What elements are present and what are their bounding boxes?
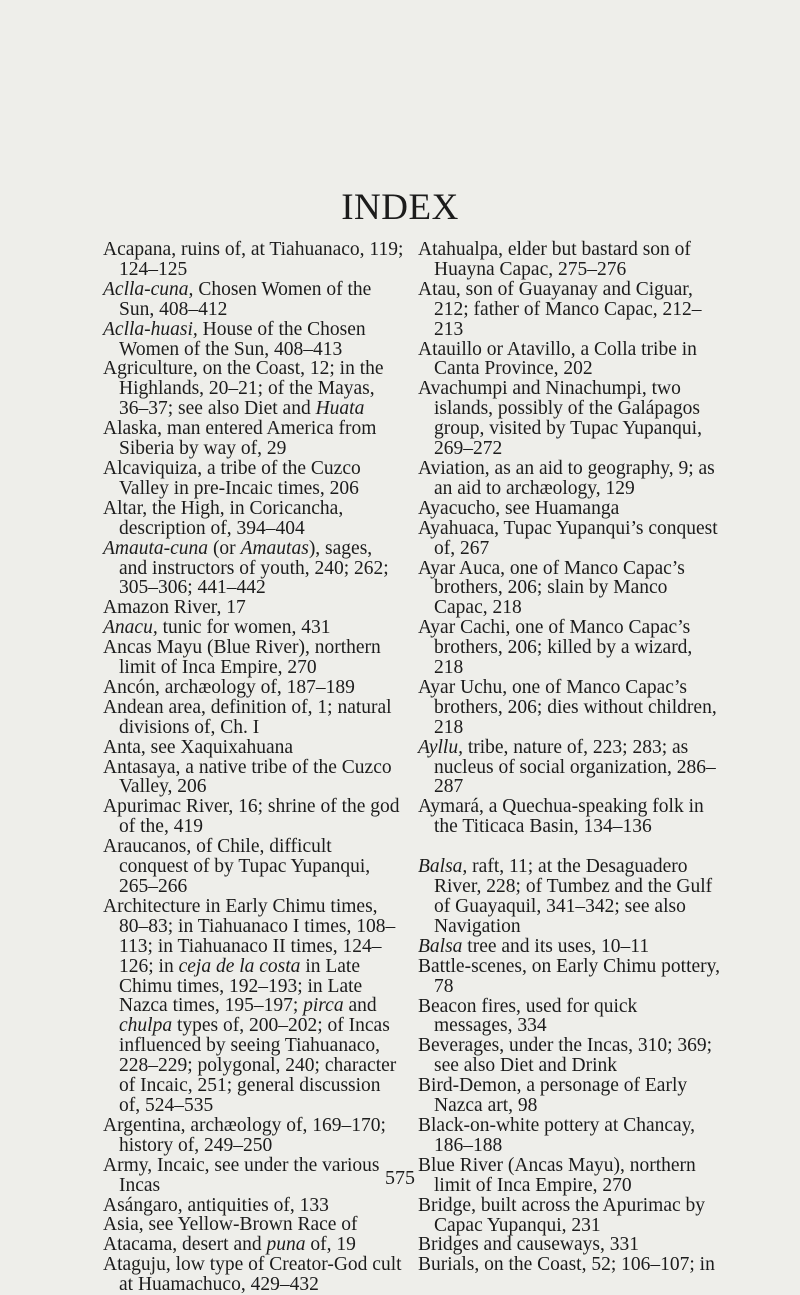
index-entry: Aclla-cuna, Chosen Women of the Sun, 408–412 xyxy=(103,278,372,320)
index-entry: Avachumpi and Ninachumpi, two islands, possibly of the Galápagos group, visited by Tupac Yupanqui, 269–272 xyxy=(418,378,702,460)
page-title: INDEX xyxy=(341,187,459,228)
index-entry: Alaska, man entered America from Siberia by way of, 29 xyxy=(103,418,377,460)
index-entry: Bridges and causeways, 331 xyxy=(418,1234,639,1256)
index-entry: Araucanos, of Chile, difficult conquest of by Tupac Yupanqui, 265–266 xyxy=(103,836,371,897)
index-entry: Aviation, as an aid to geography, 9; as an aid to archæology, 129 xyxy=(418,457,715,499)
index-entry: Army, Incaic, see under the various Incas xyxy=(103,1154,380,1196)
index-entry: Aymará, a Quechua-speaking folk in the Titicaca Basin, 134–136 xyxy=(418,796,704,838)
index-entry: Balsa tree and its uses, 10–11 xyxy=(418,935,650,957)
index-entry: Asia, see Yellow-Brown Race of xyxy=(103,1214,358,1236)
index-entry: Anacu, tunic for women, 431 xyxy=(103,617,331,639)
index-entry: Amauta-cuna (or Amautas), sages, and instructors of youth, 240; 262; 305–306; 441–442 xyxy=(103,537,389,599)
index-entry: Agriculture, on the Coast, 12; in the Highlands, 20–21; of the Mayas, 36–37; see also Diet and Huata xyxy=(103,358,384,420)
index-entry: Apurimac River, 16; shrine of the god of the, 419 xyxy=(103,796,400,838)
index-entry: Alcaviquiza, a tribe of the Cuzco Valley in pre-Incaic times, 206 xyxy=(103,457,361,499)
index-entry: Battle-scenes, on Early Chimu pottery, 78 xyxy=(418,955,720,997)
index-entry: Ayahuaca, Tupac Yupanqui’s conquest of, 267 xyxy=(418,517,718,559)
index-entry: Beverages, under the Incas, 310; 369; see also Diet and Drink xyxy=(418,1035,713,1077)
index-entry: Aclla-huasi, House of the Chosen Women of the Sun, 408–413 xyxy=(103,318,366,360)
index-entry: Burials, on the Coast, 52; 106–107; in xyxy=(418,1254,715,1276)
index-entry: Bird-Demon, a personage of Early Nazca art, 98 xyxy=(418,1075,688,1117)
index-entry: Ancas Mayu (Blue River), northern limit of Inca Empire, 270 xyxy=(103,637,381,679)
index-entry: Antasaya, a native tribe of the Cuzco Valley, 206 xyxy=(103,756,392,798)
index-entry: Ancón, archæology of, 187–189 xyxy=(103,676,355,698)
index-entry: Atacama, desert and puna of, 19 xyxy=(103,1234,356,1256)
index-entry: Ayacucho, see Huamanga xyxy=(418,497,620,519)
index-entry: Architecture in Early Chimu times, 80–83; in Tiahuanaco I times, 108–113; in Tiahuanaco II times, 124–126; in ceja de la costa in Late Chimu times, 192–193; in Late Nazca times, 195–197; pirca and chulpa types of, 200–202; of Incas influenced by seeing Tiahuanaco, 228–229; polygonal, 240; character of Incaic, 251; general discussion of, 524–535 xyxy=(103,895,397,1116)
index-entry: Argentina, archæology of, 169–170; history of, 249–250 xyxy=(103,1114,386,1156)
index-entry: Anta, see Xaquixahuana xyxy=(103,736,294,758)
index-entry: Bridge, built across the Apurimac by Capac Yupanqui, 231 xyxy=(418,1194,706,1236)
index-entry: Asángaro, antiquities of, 133 xyxy=(103,1194,329,1216)
index-entry: Ayllu, tribe, nature of, 223; 283; as nucleus of social organization, 286–287 xyxy=(418,736,716,798)
index-entry: Ayar Cachi, one of Manco Capac’s brothers, 206; killed by a wizard, 218 xyxy=(418,617,693,679)
index-entry: Atauillo or Atavillo, a Colla tribe in Canta Province, 202 xyxy=(418,338,697,380)
index-entry: Beacon fires, used for quick messages, 334 xyxy=(418,995,638,1037)
index-entry: Atahualpa, elder but bastard son of Huayna Capac, 275–276 xyxy=(418,239,691,280)
index-entry: Ayar Uchu, one of Manco Capac’s brothers, 206; dies without children, 218 xyxy=(418,676,717,738)
index-entry: Altar, the High, in Coricancha, description of, 394–404 xyxy=(103,497,344,539)
left-index-column xyxy=(103,240,405,1295)
index-entry: Balsa, raft, 11; at the Desaguadero River, 228; of Tumbez and the Gulf of Guayaquil, 341–342; see also Navigation xyxy=(418,856,713,937)
index-entry: Ataguju, low type of Creator-God cult at Huamachuco, 429–432 xyxy=(103,1254,402,1295)
index-entry: Black-on-white pottery at Chancay, 186–188 xyxy=(418,1114,696,1156)
index-entry: Blue River (Ancas Mayu), northern limit of Inca Empire, 270 xyxy=(418,1154,696,1196)
right-index-column xyxy=(418,240,720,1275)
index-entry: Atau, son of Guayanay and Ciguar, 212; father of Manco Capac, 212–213 xyxy=(418,278,702,340)
index-entry: Ayar Auca, one of Manco Capac’s brothers, 206; slain by Manco Capac, 218 xyxy=(418,557,685,619)
index-entry: Amazon River, 17 xyxy=(103,597,246,619)
page-number: 575 xyxy=(385,1167,415,1189)
index-entry: Andean area, definition of, 1; natural divisions of, Ch. I xyxy=(103,696,392,738)
index-entry: Acapana, ruins of, at Tiahuanaco, 119; 124–125 xyxy=(103,239,404,280)
